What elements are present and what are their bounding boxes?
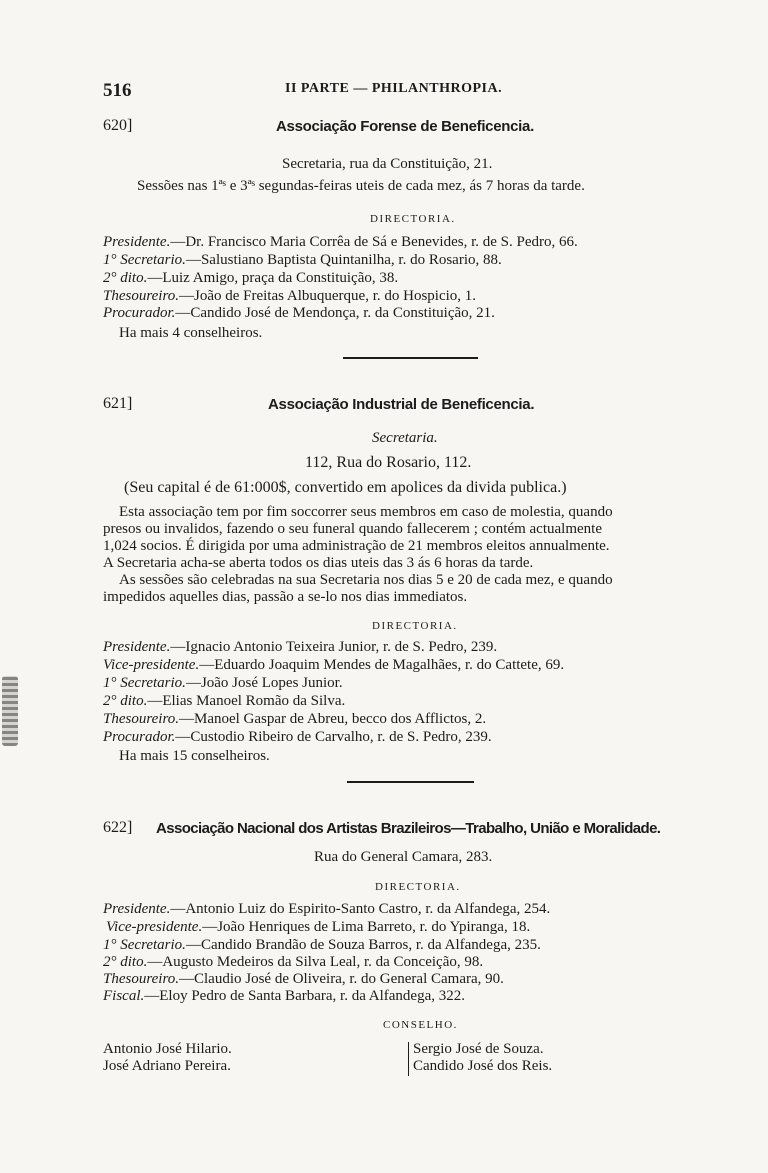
entry-621-secretaria: Secretaria. [372,430,438,446]
member-text: —João José Lopes Junior. [185,675,343,691]
member-role: Procurador. [103,729,176,745]
page-number: 516 [103,80,132,101]
member-text: —Eduardo Joaquim Mendes de Magalhães, r. do Cattete, 69. [199,657,565,673]
member-role: 1° Secretario. [103,937,186,953]
member-text: —Luiz Amigo, praça da Constituição, 38. [147,270,399,286]
member-text: —Ignacio Antonio Teixeira Junior, r. de S. Pedro, 239. [170,639,498,655]
section-divider [343,357,478,359]
binding-edge-mark [2,676,18,746]
member-text: —Candido Brandão de Souza Barros, r. da Alfandega, 235. [185,937,541,953]
entry-620-member [103,252,502,269]
entry-622-directory-heading: DIRECTORIA. [375,881,461,893]
member-role: Presidente. [103,639,171,655]
entry-621-member [103,711,486,728]
member-text: —Augusto Medeiros da Silva Leal, r. da Conceição, 98. [147,954,484,970]
entry-621-member [103,729,492,746]
entry-622-member [103,954,483,971]
member-text: —Salustiano Baptista Quintanilha, r. do Rosario, 88. [185,252,502,268]
paragraph-line: Esta associação tem por fim soccorrer seus membros em caso de molestia, quando [119,504,613,520]
member-role: Fiscal. [103,988,145,1004]
paragraph-line: As sessões são celebradas na sua Secretaria nos dias 5 e 20 de cada mez, e quando [119,572,613,588]
entry-622-address: Rua do General Camara, 283. [314,849,493,865]
member-role: 2° dito. [103,270,148,286]
entry-622-member [103,937,541,954]
paragraph-line: presos ou invalidos, fazendo o seu funeral quando fallecerem ; contém actualmente [103,521,602,537]
member-role: Vice-presidente. [106,919,203,935]
entry-622-member [103,988,465,1005]
member-role: Presidente. [103,234,171,250]
member-text: —Antonio Luiz do Espirito-Santo Castro, r. da Alfandega, 254. [170,901,551,917]
paragraph-line: 1,024 socios. É dirigida por uma administração de 21 membros eleitos annualmente. [103,538,610,554]
member-text: —João Henriques de Lima Barreto, r. do Ypiranga, 18. [202,919,531,935]
entry-621-title: Associação Industrial de Beneficencia. [268,396,535,413]
entry-622-council-heading: CONSELHO. [383,1019,458,1031]
entry-620-address: Secretaria, rua da Constituição, 21. [282,156,493,172]
paragraph-line: A Secretaria acha-se aberta todos os dias uteis das 3 ás 6 horas da tarde. [103,555,534,571]
entry-620-directory-heading: DIRECTORIA. [370,213,456,225]
member-text: —Eloy Pedro de Santa Barbara, r. da Alfandega, 322. [144,988,465,1004]
member-role: 2° dito. [103,954,148,970]
council-member: Sergio José de Souza. [413,1041,544,1057]
member-text: —Elias Manoel Romão da Silva. [147,693,346,709]
member-role: Vice-presidente. [103,657,200,673]
entry-620-member [103,288,476,305]
entry-621-member [103,675,343,692]
entry-620-sessions: Sessões nas 1ªˢ e 3ªˢ segundas-feiras uteis de cada mez, ás 7 horas da tarde. [137,178,585,194]
entry-620-member [103,305,495,322]
member-role: 2° dito. [103,693,148,709]
member-role: Procurador. [103,305,176,321]
entry-620-member [103,270,398,287]
entry-621-extra: Ha mais 15 conselheiros. [119,748,270,764]
council-member: Candido José dos Reis. [413,1058,553,1074]
member-text: —Manoel Gaspar de Abreu, becco dos Afflictos, 2. [178,711,487,727]
member-text: —Claudio José de Oliveira, r. do General Camara, 90. [178,971,504,987]
entry-622-member [103,901,550,918]
entry-620-member [103,234,578,251]
entry-621-number: 621] [103,395,133,412]
member-role: Thesoureiro. [103,288,179,304]
entry-621-address: 112, Rua do Rosario, 112. [305,454,472,471]
entry-620-title: Associação Forense de Beneficencia. [276,118,534,135]
entry-620-extra: Ha mais 4 conselheiros. [119,325,263,341]
member-role: 1° Secretario. [103,252,186,268]
member-role: 1° Secretario. [103,675,186,691]
entry-620-number: 620] [103,117,133,134]
entry-622-member [103,971,504,988]
entry-621-member [103,693,345,710]
member-text: —Dr. Francisco Maria Corrêa de Sá e Benevides, r. de S. Pedro, 66. [170,234,578,250]
entry-622-title: Associação Nacional dos Artistas Brazileiros—Trabalho, União e Moralidade. [156,820,661,837]
entry-622-member [106,919,530,936]
entry-622-number: 622] [103,819,133,836]
member-text: —Custodio Ribeiro de Carvalho, r. de S. Pedro, 239. [175,729,492,745]
member-text: —João de Freitas Albuquerque, r. do Hospicio, 1. [178,288,477,304]
paragraph-line: impedidos aquelles dias, passão a se-lo nos dias immediatos. [103,589,468,605]
council-divider [408,1042,409,1076]
member-role: Thesoureiro. [103,711,179,727]
member-role: Presidente. [103,901,171,917]
entry-621-member [103,639,497,656]
entry-621-member [103,657,564,674]
entry-621-capital: (Seu capital é de 61:000$, convertido em apolices da divida publica.) [124,479,567,496]
running-title: II PARTE — PHILANTHROPIA. [285,81,503,96]
member-text: —Candido José de Mendonça, r. da Constituição, 21. [175,305,495,321]
member-role: Thesoureiro. [103,971,179,987]
section-divider [347,781,474,783]
council-member: José Adriano Pereira. [103,1058,231,1074]
entry-621-directory-heading: DIRECTORIA. [372,620,458,632]
council-member: Antonio José Hilario. [103,1041,232,1057]
